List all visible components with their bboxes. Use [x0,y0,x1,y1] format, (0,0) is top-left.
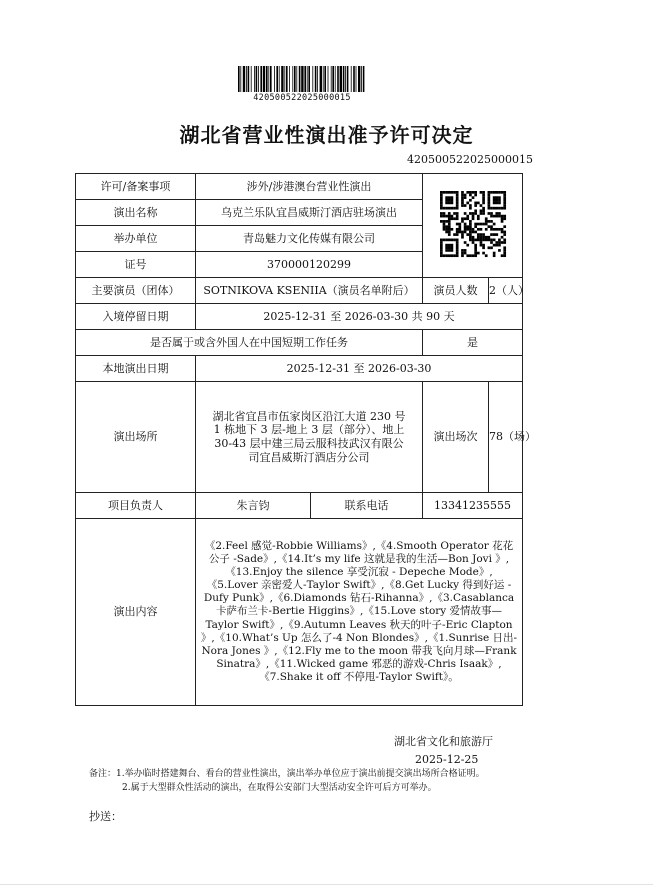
label-local-dates: 本地演出日期 [76,356,196,382]
barcode-number: 420500522025000015 [253,93,351,103]
venue-line: 司宜昌威斯汀酒店分公司 [248,450,370,464]
value-venue [196,382,423,493]
value-local-dates: 2025-12-31 至 2026-03-30 [196,356,523,382]
row-local-dates [76,356,523,382]
page-bottom-rule [0,884,653,885]
value-show-name: 乌克兰乐队宜昌威斯汀酒店驻场演出 [196,200,423,226]
value-performers: SOTNIKOVA KSENIIA（演员名单附后） [196,278,423,304]
venue-line: 1 栋地下 3 层-地上 3 层（部分）、地上 [213,423,405,437]
qr-code-image [440,191,506,257]
row-manager [76,493,523,519]
label-license-no: 证号 [76,252,196,278]
value-entry-period: 2025-12-31 至 2026-03-30 共 90 天 [196,304,523,330]
row-performers [76,278,523,304]
row-entry-period [76,304,523,330]
label-matter: 许可/备案事项 [76,174,196,200]
label-manager: 项目负责人 [76,493,196,519]
barcode-image [238,66,363,92]
notes [89,767,485,795]
label-content: 演出内容 [76,519,196,706]
label-performer-count: 演员人数 [423,278,489,304]
label-performers: 主要演员（团体） [76,278,196,304]
value-sessions: 78（场） [489,382,523,493]
value-short-term: 是 [423,330,523,356]
row-short-term [76,330,523,356]
label-short-term: 是否属于或含外国人在中国短期工作任务 [76,330,423,356]
issue-date: 2025-12-25 [415,753,479,766]
row-content [76,519,523,706]
value-organizer: 青岛魅力文化传媒有限公司 [196,226,423,252]
permit-table [75,173,536,706]
note-line-1: 备注：1.举办临时搭建舞台、看台的营业性演出，演出举办单位应于演出前提交演出场所合格证明。 [89,769,485,779]
label-phone: 联系电话 [311,493,423,519]
document-number: 420500522025000015 [407,153,533,166]
document-title: 湖北省营业性演出准予许可决定 [179,123,474,147]
qr-code-cell [423,174,523,278]
label-entry-period: 入境停留日期 [76,304,196,330]
cc-label: 抄送： [89,810,122,823]
label-show-name: 演出名称 [76,200,196,226]
venue-line: 湖北省宜昌市伍家岗区沿江大道 230 号 [212,409,406,423]
value-content: 《2.Feel 感觉-Robbie Williams》,《4.Smooth Operator 花花公子 -Sade》,《14.It’s my life 这就是我的生活—Bon Jovi 》,《13.Enjoy the silence 享受沉寂 - Depeche Mode》,《5.Lover 亲密爱人-Taylor Swift》,《8.Get Lucky 得到好运 -Dufy Punk》,《6.Diamonds 钻石-Rihanna》,《3.Casablanca 卡萨布兰卡-Bertie Higgins》,《15.Love story 爱情故事—Taylor Swift》,《9.Autumn Leaves 秋天的叶子-Eric Clapton 》,《10.What’s Up 怎么了-4 Non Blondes》,《1.Sunrise 日出-Nora Jones 》,《12.Fly me to the moon 带我飞向月球—Frank Sinatra》,《11.Wicked game 邪恶的游戏-Chris Isaak》,《7.Shake it off 不停甩-Taylor Swift》。 [196,519,523,706]
label-venue: 演出场所 [76,382,196,493]
venue-line: 30-43 层中建三局云服科技武汉有限公 [214,437,404,450]
label-sessions: 演出场次 [423,382,489,493]
note-line-2: 2.属于大型群众性活动的演出，在取得公安部门大型活动安全许可后方可举办。 [122,783,437,793]
row-matter [76,174,523,200]
row-venue [76,382,523,493]
value-manager: 朱言钧 [196,493,311,519]
value-license-no: 370000120299 [196,252,423,278]
value-matter: 涉外/涉港澳台营业性演出 [196,174,423,200]
label-organizer: 举办单位 [76,226,196,252]
value-phone: 13341235555 [423,493,523,519]
issuer-name: 湖北省文化和旅游厅 [394,735,493,748]
value-performer-count: 2（人） [489,278,523,304]
